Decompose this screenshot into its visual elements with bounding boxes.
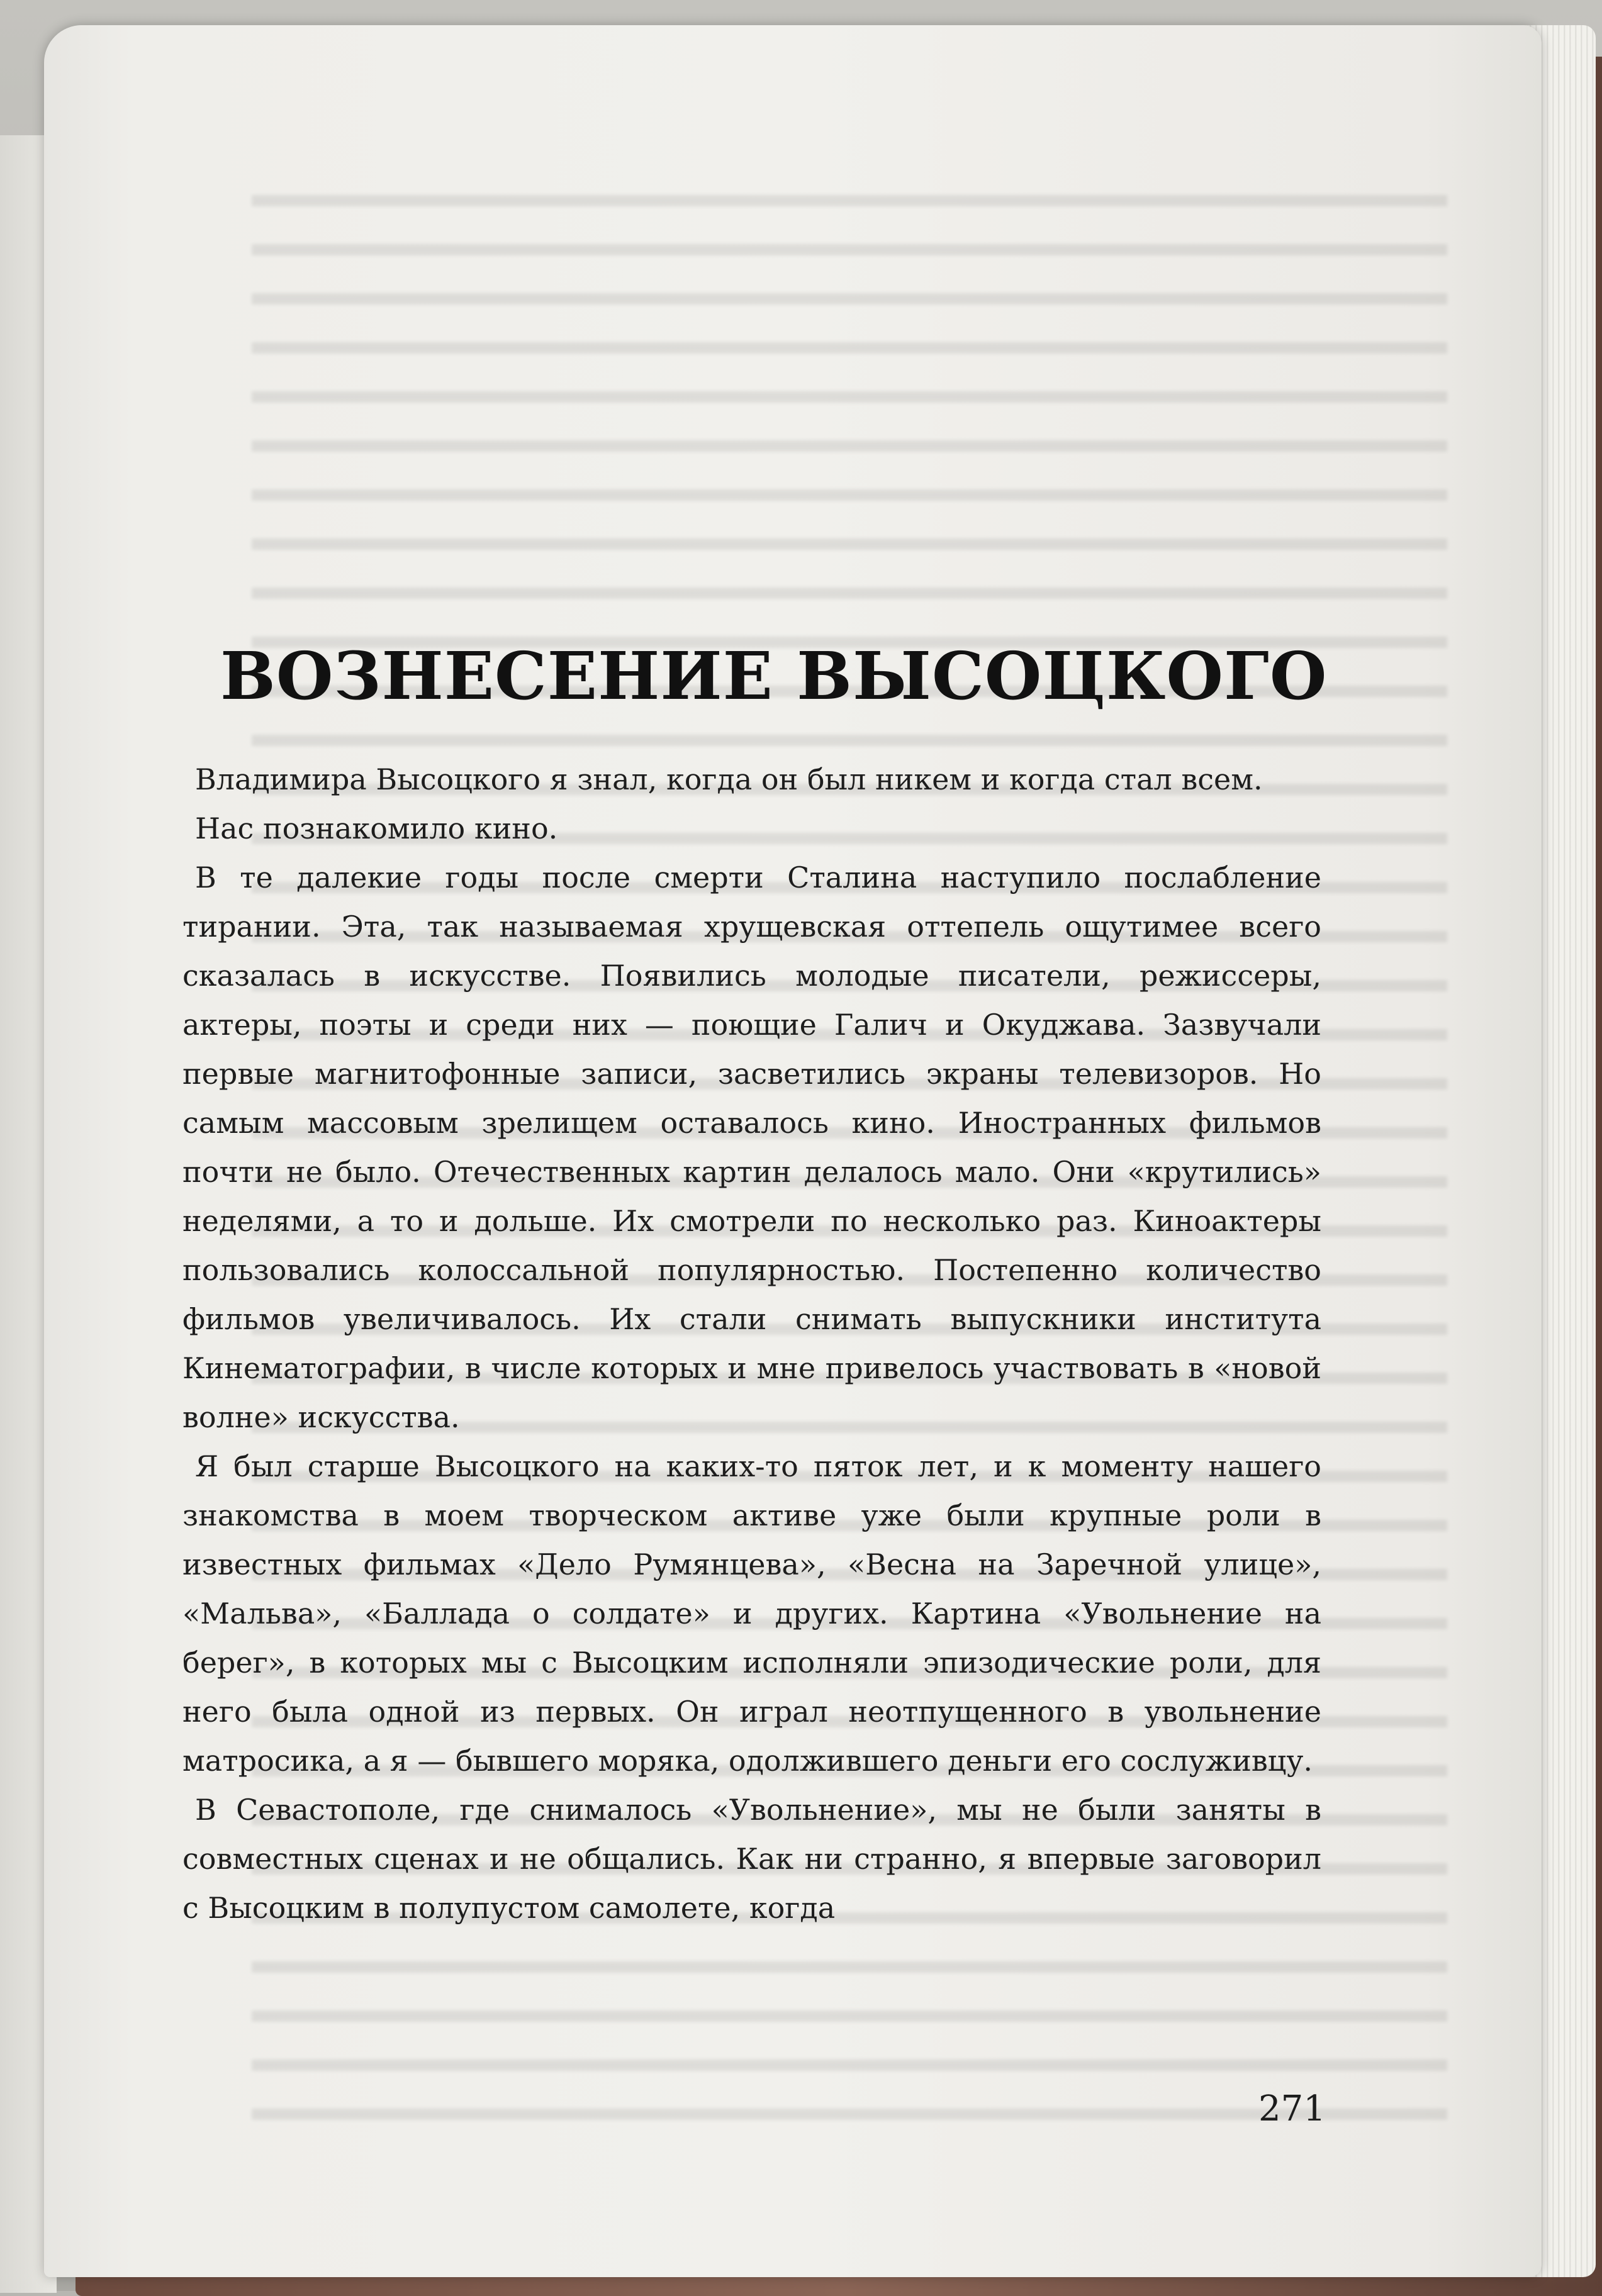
paragraph-4: Я был старше Высоцкого на каких-то пяток лет, и к моменту нашего знакомства в моем творческом активе уже были крупные роли в известных фильмах «Дело Румянцева», «Весна на Заречной улице», «Мальва», «Баллада о солдате» и других. Картина «Увольнение на берег», в которых мы с Высоцким исполняли эпизодические роли, для него была одной из первых. Он играл неотпущенного в увольнение матросика, а я — бывшего моряка, одолжившего деньги его сослуживцу. (182, 1449, 1321, 1778)
page-number: 271 (1258, 2088, 1326, 2129)
paragraph-3: В те далекие годы после смерти Сталина наступило послабление тирании. Эта, так называемая хрущевская оттепель ощутимее всего сказалась в искусстве. Появились молодые писатели, режиссеры, актеры, поэты и среди них — поющие Галич и Окуджава. Зазвучали первые магнитофонные записи, засветились экраны телевизоров. Но самым массовым зрелищем оставалось кино. Иностранных фильмов почти не было. Отечественных картин делалось мало. Они «крутились» неделями, а то и дольше. Их смотрели по несколько раз. Киноактеры пользовались колоссальной популярностью. Постепенно количество фильмов увеличивалось. Их стали снимать выпускники института Кинематографии, в числе которых и мне привелось участвовать в «новой волне» искусства. (182, 861, 1321, 1434)
paragraph-1: Владимира Высоцкого я знал, когда он был никем и когда стал всем. (195, 762, 1263, 796)
chapter-title: ВОЗНЕСЕНИЕ ВЫСОЦКОГО (220, 637, 1328, 715)
paragraph-2: Нас познакомило кино. (195, 811, 558, 845)
page-content (170, 629, 1328, 2076)
paragraph-5: В Севастополе, где снималось «Увольнение», мы не были заняты в совместных сценах и не общались. Как ни странно, я впервые заговорил с Высоцким в полупустом самолете, когда (182, 1793, 1321, 1925)
body-text (182, 755, 1321, 1932)
